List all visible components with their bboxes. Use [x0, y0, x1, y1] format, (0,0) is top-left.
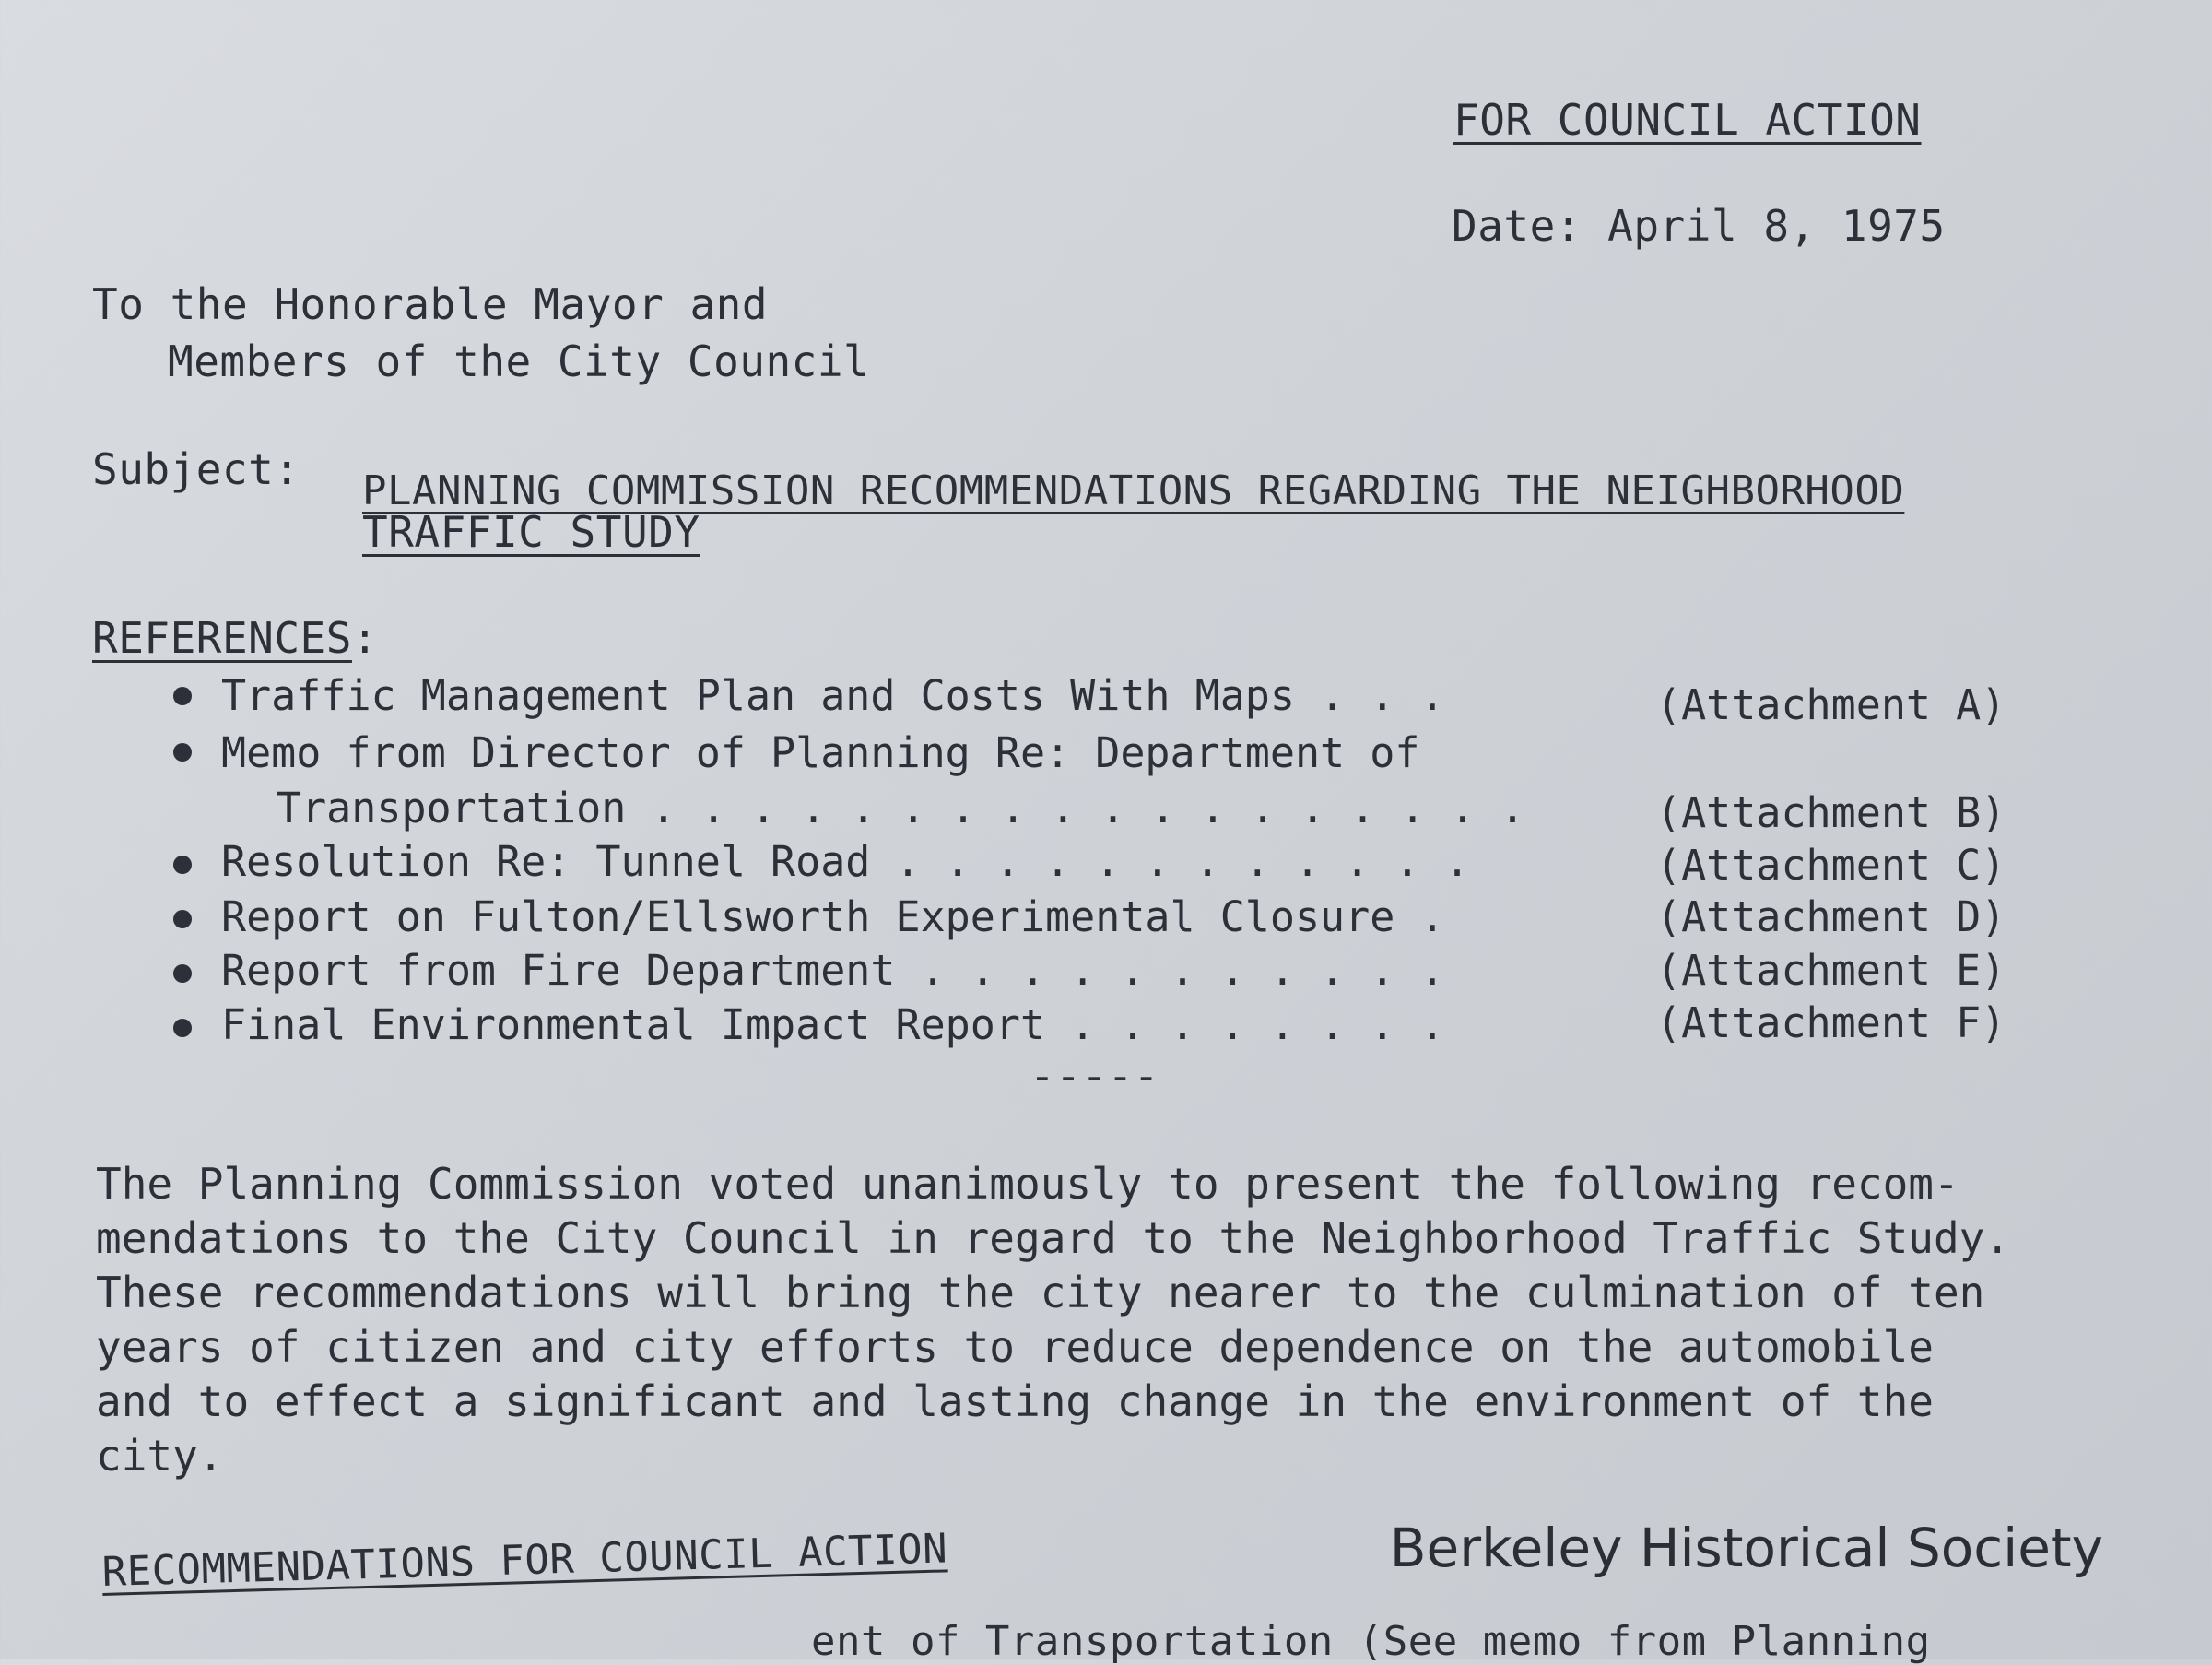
reference-item: Traffic Management Plan and Costs With Maps . . .: [221, 671, 1445, 720]
berkeley-historical-society-watermark: Berkeley Historical Society: [1389, 1517, 2103, 1579]
reference-item: Report from Fire Department . . . . . . . . . . .: [221, 946, 1445, 995]
body-line: city.: [96, 1431, 224, 1481]
body-paragraph: [96, 1157, 2124, 1483]
references-heading-wrap: [92, 613, 378, 663]
reference-item-continuation: Transportation . . . . . . . . . . . . . . . . . .: [276, 784, 1525, 832]
bullet-icon: [173, 1019, 192, 1037]
attachment-label: (Attachment D): [1656, 892, 2006, 941]
body-line: The Planning Commission voted unanimously to present the following recom-: [96, 1159, 1959, 1209]
attachment-label: (Attachment E): [1656, 946, 2006, 995]
body-line: mendations to the City Council in regard to the Neighborhood Traffic Study.: [96, 1213, 2011, 1263]
reference-item: Memo from Director of Planning Re: Department of: [221, 728, 1420, 777]
separator-dashes: -----: [1030, 1051, 1159, 1101]
subject-line-1: PLANNING COMMISSION RECOMMENDATIONS REGARDING THE NEIGHBORHOOD: [362, 467, 1905, 514]
references-colon: :: [351, 613, 379, 663]
body-line: and to effect a significant and lasting change in the environment of the: [96, 1376, 1934, 1426]
references-heading: REFERENCES: [92, 613, 352, 663]
body-line: years of citizen and city efforts to reduce dependence on the automobile: [96, 1322, 1934, 1372]
date-line: Date: April 8, 1975: [1452, 201, 1946, 251]
recommendations-heading: RECOMMENDATIONS FOR COUNCIL ACTION: [101, 1525, 948, 1596]
bullet-icon: [173, 856, 192, 874]
bullet-icon: [173, 687, 192, 705]
reference-item: Report on Fulton/Ellsworth Experimental Closure .: [221, 892, 1445, 941]
for-council-action-heading: FOR COUNCIL ACTION: [1453, 95, 1922, 145]
subject-line-2: TRAFFIC STUDY: [362, 507, 700, 557]
body-line: These recommendations will bring the city nearer to the culmination of ten: [96, 1268, 1985, 1317]
reference-item: Resolution Re: Tunnel Road . . . . . . . . . . . .: [221, 837, 1470, 886]
attachment-label: (Attachment C): [1656, 841, 2006, 890]
subject-label: Subject:: [92, 444, 300, 494]
addressee-line-1: To the Honorable Mayor and: [92, 279, 769, 329]
bullet-icon: [173, 910, 192, 928]
bullet-icon: [173, 743, 192, 762]
attachment-label: (Attachment F): [1656, 998, 2006, 1047]
attachment-label: (Attachment B): [1656, 788, 2006, 837]
attachment-label: (Attachment A): [1656, 680, 2006, 729]
partial-bottom-line: ent of Transportation (See memo from Planning: [811, 1618, 1931, 1665]
reference-item: Final Environmental Impact Report . . . . . . . .: [221, 1000, 1445, 1049]
bullet-icon: [173, 964, 192, 983]
addressee-line-2: Members of the City Council: [168, 337, 870, 386]
